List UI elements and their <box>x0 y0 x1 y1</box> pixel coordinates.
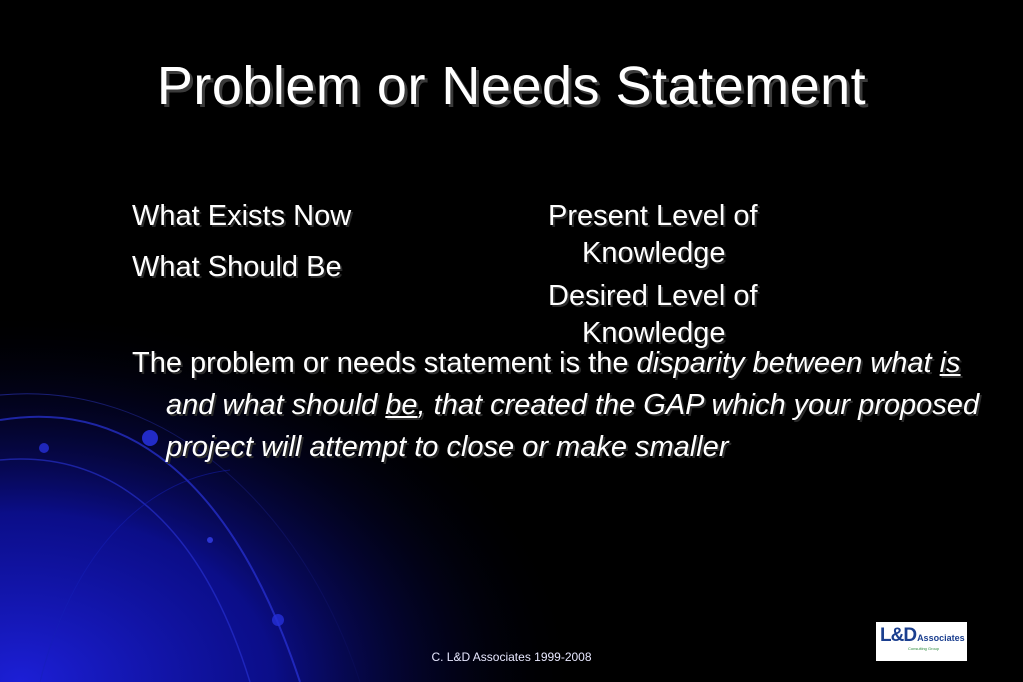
body-part-2: disparity between what <box>636 347 940 379</box>
body-part-6: , that created the GAP which your proposed project will attempt to close or make smaller <box>166 389 980 463</box>
left-item-what-should-be: What Should Be <box>132 251 342 283</box>
left-item-what-exists: What Exists Now <box>132 200 352 232</box>
logo-tagline: Consulting Group <box>908 646 940 651</box>
body-part-1: The problem or needs statement is the <box>132 347 637 379</box>
body-part-5: be <box>385 389 418 421</box>
footer-copyright: C. L&D Associates 1999-2008 <box>431 650 592 664</box>
slide-title: Problem or Needs Statement <box>156 56 867 116</box>
logo-main <box>880 625 963 647</box>
right-column <box>548 198 848 358</box>
company-logo <box>876 622 967 661</box>
left-column <box>132 198 492 300</box>
right-item-desired-level: Desired Level of Knowledge <box>548 280 758 349</box>
logo-word: Associates <box>917 633 965 643</box>
body-part-3: is <box>939 347 961 379</box>
logo-mark: L&D <box>880 625 917 646</box>
right-item-present-level: Present Level of Knowledge <box>548 200 758 269</box>
body-paragraph <box>132 342 996 468</box>
body-part-4: and what should <box>166 389 386 421</box>
